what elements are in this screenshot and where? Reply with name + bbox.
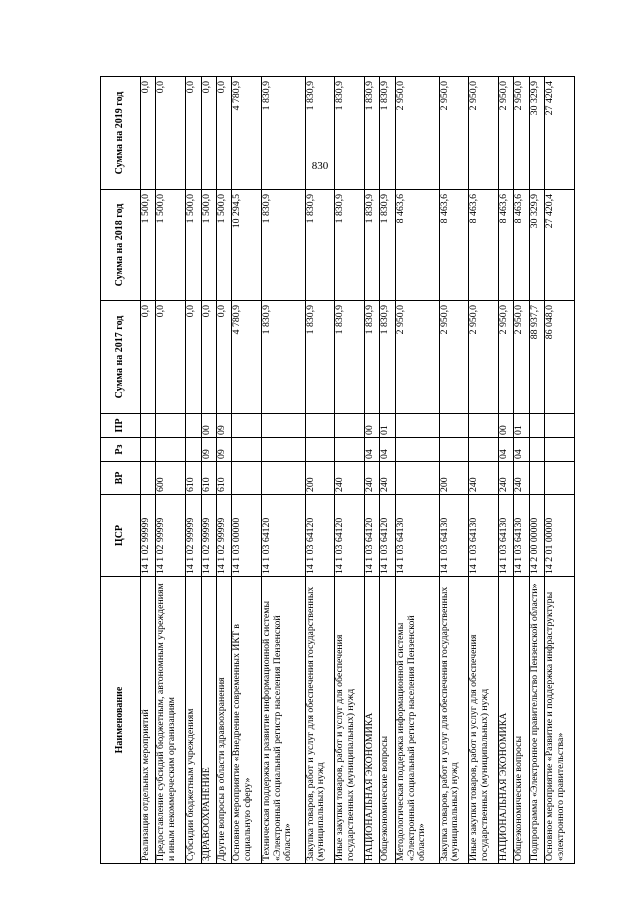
cell-pr: [529, 414, 544, 438]
cell-pr: [262, 414, 306, 438]
table-header-row: [101, 77, 141, 864]
cell-vr: 240: [335, 462, 365, 495]
cell-rz: [141, 438, 156, 462]
cell-sum-2017: 0,0: [201, 301, 216, 414]
table-row: [380, 77, 395, 864]
table-row: [141, 77, 156, 864]
cell-csr: 14 2 01 00000: [545, 495, 575, 577]
cell-sum-2017: 88 937,7: [529, 301, 544, 414]
cell-sum-2017: 1 830,9: [380, 301, 395, 414]
cell-sum-2017: 0,0: [141, 301, 156, 414]
header-vr: ВР: [101, 462, 141, 495]
cell-pr: 01: [380, 414, 395, 438]
cell-sum-2017: 86 048,0: [545, 301, 575, 414]
cell-name: Основное мероприятие «Внедрение современных ИКТ в социальную сферу»: [232, 577, 262, 864]
cell-pr: [141, 414, 156, 438]
cell-pr: 01: [514, 414, 529, 438]
cell-sum-2018: 27 420,4: [545, 190, 575, 301]
cell-sum-2019: 1 830,9: [380, 77, 395, 190]
cell-sum-2018: 8 463,6: [439, 190, 469, 301]
cell-rz: [545, 438, 575, 462]
cell-rz: [439, 438, 469, 462]
cell-pr: [305, 414, 335, 438]
cell-vr: 240: [469, 462, 499, 495]
table-row: [262, 77, 306, 864]
table-row: [217, 77, 232, 864]
cell-sum-2018: 30 329,9: [529, 190, 544, 301]
cell-sum-2019: 1 830,9: [305, 77, 335, 190]
cell-csr: 14 1 03 64130: [498, 495, 513, 577]
cell-sum-2018: 1 830,9: [335, 190, 365, 301]
table-row: [439, 77, 469, 864]
cell-vr: 240: [380, 462, 395, 495]
cell-sum-2017: 0,0: [186, 301, 201, 414]
cell-csr: 14 1 03 64120: [364, 495, 379, 577]
cell-pr: 00: [201, 414, 216, 438]
cell-sum-2018: 1 830,9: [380, 190, 395, 301]
cell-name: Закупка товаров, работ и услуг для обеспечения государственных (муниципальных) нужд: [305, 577, 335, 864]
cell-name: Подпрограмма «Электронное правительство Пензенской области»: [529, 577, 544, 864]
cell-name: Другие вопросы в области здравоохранения: [217, 577, 232, 864]
cell-rz: [186, 438, 201, 462]
cell-sum-2018: 1 500,0: [186, 190, 201, 301]
table-row: [305, 77, 335, 864]
cell-rz: 04: [380, 438, 395, 462]
table-row: [232, 77, 262, 864]
table-row: [469, 77, 499, 864]
cell-pr: [439, 414, 469, 438]
cell-csr: 14 1 03 64130: [439, 495, 469, 577]
cell-sum-2018: 8 463,6: [498, 190, 513, 301]
cell-sum-2017: 0,0: [156, 301, 186, 414]
cell-name: ЗДРАВООХРАНЕНИЕ: [201, 577, 216, 864]
table-body: [141, 77, 575, 864]
cell-name: Закупка товаров, работ и услуг для обеспечения государственных (муниципальных) нужд: [439, 577, 469, 864]
cell-csr: 14 1 02 99999: [156, 495, 186, 577]
cell-sum-2019: 0,0: [217, 77, 232, 190]
cell-pr: [545, 414, 575, 438]
cell-sum-2019: 0,0: [201, 77, 216, 190]
table-row: [514, 77, 529, 864]
cell-name: Предоставление субсидий бюджетным, автономным учреждениям и иным некоммерческим организациям: [156, 577, 186, 864]
header-rz: Рз: [101, 438, 141, 462]
cell-vr: 610: [186, 462, 201, 495]
cell-sum-2017: 1 830,9: [364, 301, 379, 414]
cell-csr: 14 1 03 64120: [262, 495, 306, 577]
cell-rz: [395, 438, 439, 462]
cell-vr: [395, 462, 439, 495]
cell-pr: 00: [498, 414, 513, 438]
cell-name: НАЦИОНАЛЬНАЯ ЭКОНОМИКА: [498, 577, 513, 864]
table-row: [156, 77, 186, 864]
cell-csr: 14 1 03 64130: [514, 495, 529, 577]
cell-sum-2017: 2 950,0: [514, 301, 529, 414]
cell-csr: 14 1 03 64120: [305, 495, 335, 577]
cell-csr: 14 1 02 99999: [201, 495, 216, 577]
cell-vr: 200: [439, 462, 469, 495]
cell-sum-2018: 8 463,6: [514, 190, 529, 301]
budget-table: [100, 76, 575, 864]
cell-sum-2019: 2 950,0: [469, 77, 499, 190]
cell-sum-2018: 1 500,0: [201, 190, 216, 301]
cell-csr: 14 1 03 00000: [232, 495, 262, 577]
cell-pr: [186, 414, 201, 438]
cell-rz: [469, 438, 499, 462]
cell-pr: [335, 414, 365, 438]
cell-sum-2019: 0,0: [141, 77, 156, 190]
header-sum-2019: Сумма на 2019 год: [101, 77, 141, 190]
table-row: [364, 77, 379, 864]
cell-sum-2019: 0,0: [156, 77, 186, 190]
cell-vr: [262, 462, 306, 495]
header-sum-2018: Сумма на 2018 год: [101, 190, 141, 301]
cell-csr: 14 2 00 00000: [529, 495, 544, 577]
cell-sum-2019: 27 420,4: [545, 77, 575, 190]
cell-vr: 600: [156, 462, 186, 495]
cell-pr: 09: [217, 414, 232, 438]
cell-name: Основное мероприятие «Развитие и поддержка инфраструктуры «электронного правительства»: [545, 577, 575, 864]
cell-csr: 14 1 02 99999: [217, 495, 232, 577]
table-row: [395, 77, 439, 864]
cell-vr: 240: [514, 462, 529, 495]
cell-sum-2017: 4 780,9: [232, 301, 262, 414]
cell-pr: [156, 414, 186, 438]
cell-pr: [232, 414, 262, 438]
cell-sum-2017: 2 950,0: [498, 301, 513, 414]
cell-sum-2018: 8 463,6: [395, 190, 439, 301]
cell-sum-2018: 1 830,9: [364, 190, 379, 301]
page-number: 830: [311, 160, 329, 172]
cell-csr: 14 1 03 64130: [469, 495, 499, 577]
cell-vr: 240: [364, 462, 379, 495]
cell-pr: [395, 414, 439, 438]
cell-rz: [529, 438, 544, 462]
cell-name: Иные закупки товаров, работ и услуг для обеспечения государственных (муниципальных) нужд: [469, 577, 499, 864]
cell-vr: [141, 462, 156, 495]
cell-csr: 14 1 03 64120: [380, 495, 395, 577]
cell-csr: 14 1 03 64120: [335, 495, 365, 577]
cell-sum-2019: 2 950,0: [514, 77, 529, 190]
cell-sum-2019: 2 950,0: [395, 77, 439, 190]
header-sum-2017: Сумма на 2017 год: [101, 301, 141, 414]
cell-rz: [232, 438, 262, 462]
cell-vr: [545, 462, 575, 495]
cell-rz: [156, 438, 186, 462]
cell-csr: 14 1 03 64130: [395, 495, 439, 577]
cell-sum-2019: 0,0: [186, 77, 201, 190]
cell-pr: 00: [364, 414, 379, 438]
cell-name: Субсидии бюджетным учреждениям: [186, 577, 201, 864]
cell-sum-2019: 30 329,9: [529, 77, 544, 190]
cell-sum-2017: 0,0: [217, 301, 232, 414]
table-row: [186, 77, 201, 864]
cell-rz: 09: [201, 438, 216, 462]
cell-rz: 04: [498, 438, 513, 462]
cell-sum-2018: 1 830,9: [305, 190, 335, 301]
cell-name: НАЦИОНАЛЬНАЯ ЭКОНОМИКА: [364, 577, 379, 864]
cell-sum-2017: 2 950,0: [395, 301, 439, 414]
table-row: [529, 77, 544, 864]
cell-vr: 610: [217, 462, 232, 495]
cell-rz: 09: [217, 438, 232, 462]
cell-sum-2018: 1 830,9: [262, 190, 306, 301]
cell-sum-2017: 1 830,9: [262, 301, 306, 414]
rotated-table-wrapper: [100, 77, 575, 864]
cell-sum-2017: 2 950,0: [469, 301, 499, 414]
cell-sum-2018: 10 294,5: [232, 190, 262, 301]
cell-sum-2017: 1 830,9: [305, 301, 335, 414]
cell-sum-2017: 1 830,9: [335, 301, 365, 414]
cell-vr: [232, 462, 262, 495]
cell-sum-2019: 2 950,0: [439, 77, 469, 190]
table-row: [545, 77, 575, 864]
table-row: [335, 77, 365, 864]
cell-csr: 14 1 02 99999: [186, 495, 201, 577]
rotated-table-frame: [100, 77, 575, 864]
cell-pr: [469, 414, 499, 438]
cell-sum-2019: 1 830,9: [262, 77, 306, 190]
cell-name: Техническая поддержка и развитие информационной системы «Электронный социальный регистр населения Пензенской области»: [262, 577, 306, 864]
cell-csr: 14 1 02 99999: [141, 495, 156, 577]
cell-rz: [305, 438, 335, 462]
table-row: [201, 77, 216, 864]
cell-sum-2019: 1 830,9: [335, 77, 365, 190]
cell-vr: 200: [305, 462, 335, 495]
cell-vr: 240: [498, 462, 513, 495]
cell-rz: [262, 438, 306, 462]
cell-sum-2019: 1 830,9: [364, 77, 379, 190]
cell-sum-2017: 2 950,0: [439, 301, 469, 414]
cell-name: Методологическая поддержка информационной системы «Электронный социальный регистр населения Пензенской области»: [395, 577, 439, 864]
cell-name: Реализация отдельных мероприятий: [141, 577, 156, 864]
cell-sum-2018: 1 500,0: [217, 190, 232, 301]
cell-sum-2018: 1 500,0: [141, 190, 156, 301]
cell-rz: 04: [514, 438, 529, 462]
cell-name: Общеэкономические вопросы: [514, 577, 529, 864]
cell-sum-2018: 8 463,6: [469, 190, 499, 301]
cell-sum-2019: 4 780,9: [232, 77, 262, 190]
header-csr: ЦСР: [101, 495, 141, 577]
cell-name: Общеэкономические вопросы: [380, 577, 395, 864]
table-row: [498, 77, 513, 864]
header-name: Наименование: [101, 577, 141, 864]
cell-name: Иные закупки товаров, работ и услуг для обеспечения государственных (муниципальных) нужд: [335, 577, 365, 864]
cell-vr: [529, 462, 544, 495]
cell-rz: [335, 438, 365, 462]
cell-sum-2018: 1 500,0: [156, 190, 186, 301]
cell-rz: 04: [364, 438, 379, 462]
header-pr: ПР: [101, 414, 141, 438]
cell-sum-2019: 2 950,0: [498, 77, 513, 190]
cell-vr: 610: [201, 462, 216, 495]
